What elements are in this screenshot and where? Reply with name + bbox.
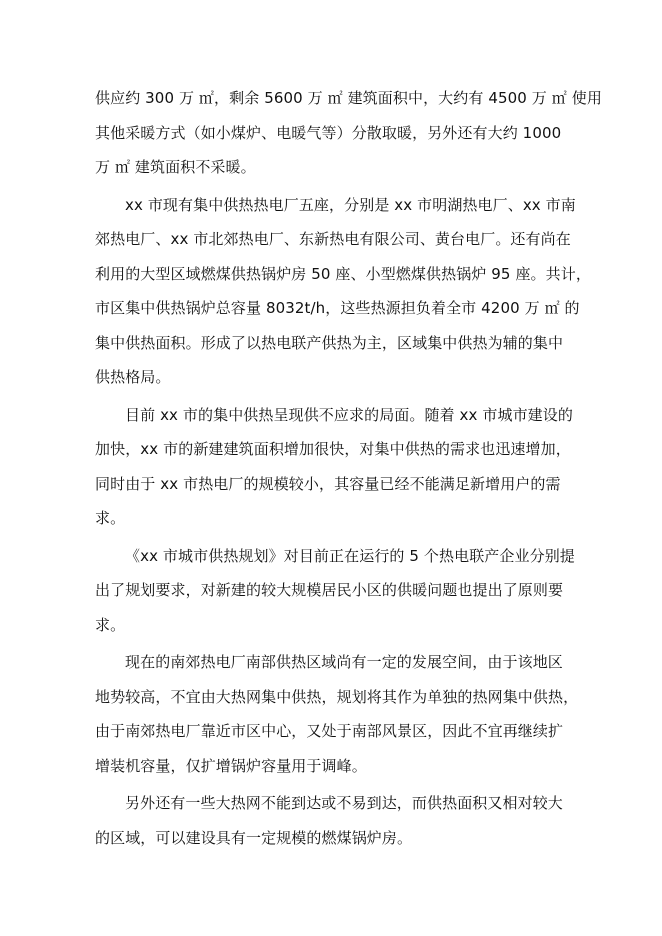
text-line: 求。 (95, 509, 126, 527)
paragraph-heat-sources (95, 188, 591, 395)
paragraph-heating-area (95, 81, 602, 185)
text-line: 供热格局。 (95, 368, 171, 386)
text-line: 另外还有一些大热网不能到达或不易到达，而供热面积又相对较大 (125, 794, 563, 812)
text-line: 现在的南郊热电厂南部供热区域尚有一定的发展空间，由于该地区 (125, 653, 563, 671)
document-page (95, 81, 602, 858)
text-line: 万 ㎡ 建筑面积不采暖。 (95, 158, 256, 176)
text-line: 其他采暖方式（如小煤炉、电暖气等）分散取暖，另外还有大约 1000 (95, 123, 562, 142)
text-line: 市区集中供热锅炉总容量 8032t/h，这些热源担负着全市 4200 万 ㎡ 的 (95, 299, 580, 317)
text-line: 地势较高，不宜由大热网集中供热，规划将其作为单独的热网集中供热， (95, 687, 579, 706)
text-line: 由于南郊热电厂靠近市区中心，又处于南部风景区，因此不宜再继续扩 (95, 722, 564, 740)
text-line: 集中供热面积。形成了以热电联产供热为主，区域集中供热为辅的集中 (95, 333, 564, 352)
text-line: 出了规划要求，对新建的较大规模居民小区的供暖问题也提出了原则要 (95, 581, 564, 599)
paragraph-boiler-rooms (95, 786, 580, 855)
text-line: 求。 (95, 615, 126, 634)
text-line: 的区域，可以建设具有一定规模的燃煤锅炉房。 (95, 828, 413, 847)
text-line: 供应约 300 万 ㎡，剩余 5600 万 ㎡ 建筑面积中，大约有 4500 万 ㎡ 使用 (95, 89, 602, 107)
paragraph-supply-demand (95, 398, 580, 536)
text-line: 加快，xx 市的新建建筑面积增加很快，对集中供热的需求也迅速增加， (95, 440, 571, 458)
paragraph-south-suburb (95, 645, 580, 783)
paragraph-heating-plan (95, 539, 580, 643)
text-line: 增装机容量，仅扩增锅炉容量用于调峰。 (95, 756, 367, 775)
text-line: 同时由于 xx 市热电厂的规模较小，其容量已经不能满足新增用户的需 (95, 474, 561, 493)
text-line: 利用的大型区域燃煤供热锅炉房 50 座、小型燃煤供热锅炉 95 座。共计， (95, 264, 591, 283)
text-line: 目前 xx 市的集中供热呈现供不应求的局面。随着 xx 市城市建设的 (125, 405, 573, 424)
text-line: 《xx 市城市供热规划》对目前正在运行的 5 个热电联产企业分别提 (125, 546, 575, 565)
text-line: 郊热电厂、xx 市北郊热电厂、东新热电有限公司、黄台电厂。还有尚在 (95, 230, 571, 248)
text-line: xx 市现有集中供热热电厂五座，分别是 xx 市明湖热电厂、xx 市南 (125, 195, 576, 214)
